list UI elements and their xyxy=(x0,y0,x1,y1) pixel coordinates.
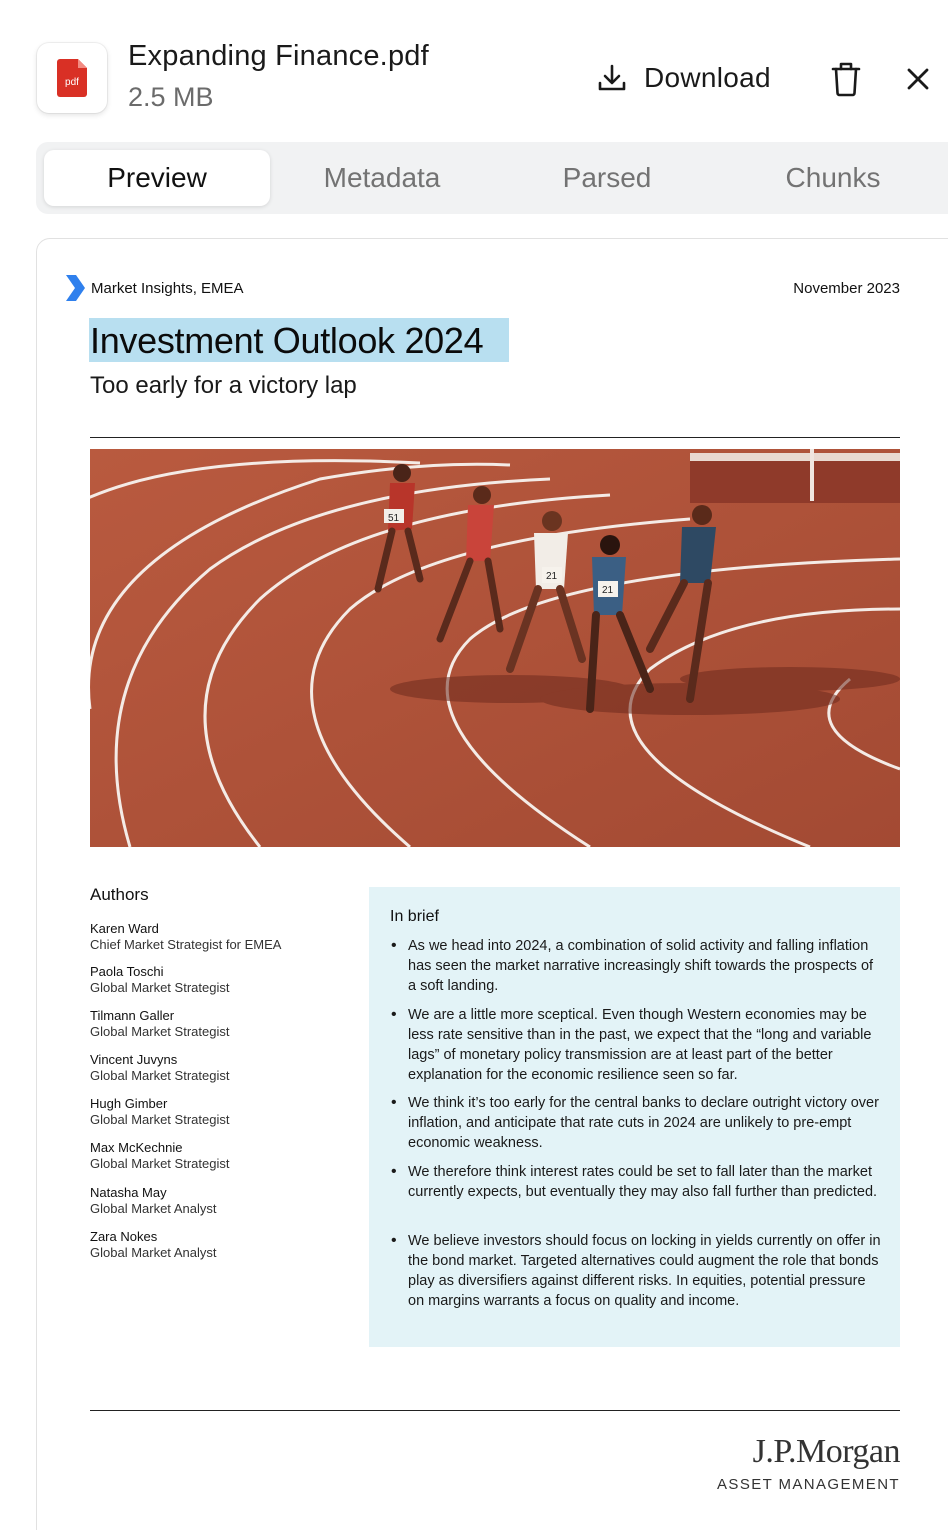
tab-metadata[interactable]: Metadata xyxy=(323,162,441,193)
close-button[interactable] xyxy=(901,62,935,96)
file-type-icon-box xyxy=(37,43,107,113)
author-role: Chief Market Strategist for EMEA xyxy=(90,937,282,952)
delete-button[interactable] xyxy=(828,60,864,98)
doc-date: November 2023 xyxy=(793,280,900,297)
author-role: Global Market Analyst xyxy=(90,1201,217,1216)
author-name: Zara Nokes xyxy=(90,1229,158,1244)
in-brief-heading: In brief xyxy=(390,908,439,925)
divider xyxy=(90,437,900,438)
author-entry xyxy=(90,1008,229,1040)
close-icon xyxy=(901,62,935,96)
jpmorgan-logo: J.P.Morgan xyxy=(752,1433,900,1470)
trash-icon xyxy=(828,60,864,98)
chevron-right-icon xyxy=(64,274,86,302)
brief-bullet: • We believe investors should focus on locking in yields currently on offer in the bond market. Targeted alternatives could augment the role that bonds play as diversifiers against different risks. In equities, potential pressure on margins warrants a focus on quality and income. xyxy=(390,1231,882,1311)
download-label: Download xyxy=(644,62,771,93)
file-size: 2.5 MB xyxy=(128,82,214,112)
doc-title: Investment Outlook 2024 xyxy=(90,320,484,361)
author-role: Global Market Strategist xyxy=(90,1156,230,1171)
doc-subtitle: Too early for a victory lap xyxy=(90,372,357,399)
download-button[interactable] xyxy=(596,58,771,98)
tab-parsed[interactable]: Parsed xyxy=(562,162,652,193)
author-entry xyxy=(90,1140,229,1172)
author-role: Global Market Strategist xyxy=(90,1068,230,1083)
author-entry xyxy=(90,1185,216,1217)
file-type-badge: pdf xyxy=(65,77,79,88)
pdf-file-icon xyxy=(57,59,87,97)
author-entry xyxy=(90,921,281,953)
author-entry xyxy=(90,1096,229,1128)
cover-photo-runners xyxy=(90,449,900,847)
doc-series-label: Market Insights, EMEA xyxy=(91,280,244,297)
bib-number: 21 xyxy=(546,571,558,582)
author-entry xyxy=(90,1229,216,1261)
brief-bullet: • We are a little more sceptical. Even though Western economies may be less rate sensitive than in the past, we expect that the “long and variable lags” of monetary policy transmission are at least part of the better explanation for the economic resilience seen so far. xyxy=(390,1005,882,1085)
jpmorgan-logo-subtitle: ASSET MANAGEMENT xyxy=(717,1476,900,1493)
author-entry xyxy=(90,964,229,996)
tab-chunks[interactable]: Chunks xyxy=(785,162,881,193)
author-role: Global Market Strategist xyxy=(90,1024,230,1039)
author-role: Global Market Analyst xyxy=(90,1245,217,1260)
author-name: Vincent Juvyns xyxy=(90,1052,178,1067)
brief-bullet: • We therefore think interest rates could be set to fall later than the market currently expects, but eventually they may also fall further than predicted. xyxy=(390,1162,882,1202)
bib-number: 21 xyxy=(602,585,614,596)
authors-heading: Authors xyxy=(90,885,149,904)
author-role: Global Market Strategist xyxy=(90,980,230,995)
author-name: Paola Toschi xyxy=(90,964,164,979)
tab-preview[interactable]: Preview xyxy=(44,150,270,206)
file-name: Expanding Finance.pdf xyxy=(128,40,429,72)
author-name: Tilmann Galler xyxy=(90,1008,175,1023)
bib-number: 51 xyxy=(388,513,400,524)
divider xyxy=(90,1410,900,1411)
brief-bullet: • As we head into 2024, a combination of solid activity and falling inflation has seen the market narrative increasingly shift towards the prospects of a soft landing. xyxy=(390,936,882,996)
brief-bullet: • We think it’s too early for the central banks to declare outright victory over inflation, and anticipate that rate cuts in 2024 are unlikely to pre-empt economic weakness. xyxy=(390,1093,882,1153)
author-name: Hugh Gimber xyxy=(90,1096,168,1111)
download-icon xyxy=(596,62,628,94)
author-name: Natasha May xyxy=(90,1185,167,1200)
author-role: Global Market Strategist xyxy=(90,1112,230,1127)
author-name: Max McKechnie xyxy=(90,1140,183,1155)
author-entry xyxy=(90,1052,229,1084)
author-name: Karen Ward xyxy=(90,921,159,936)
view-tabs xyxy=(36,142,948,214)
